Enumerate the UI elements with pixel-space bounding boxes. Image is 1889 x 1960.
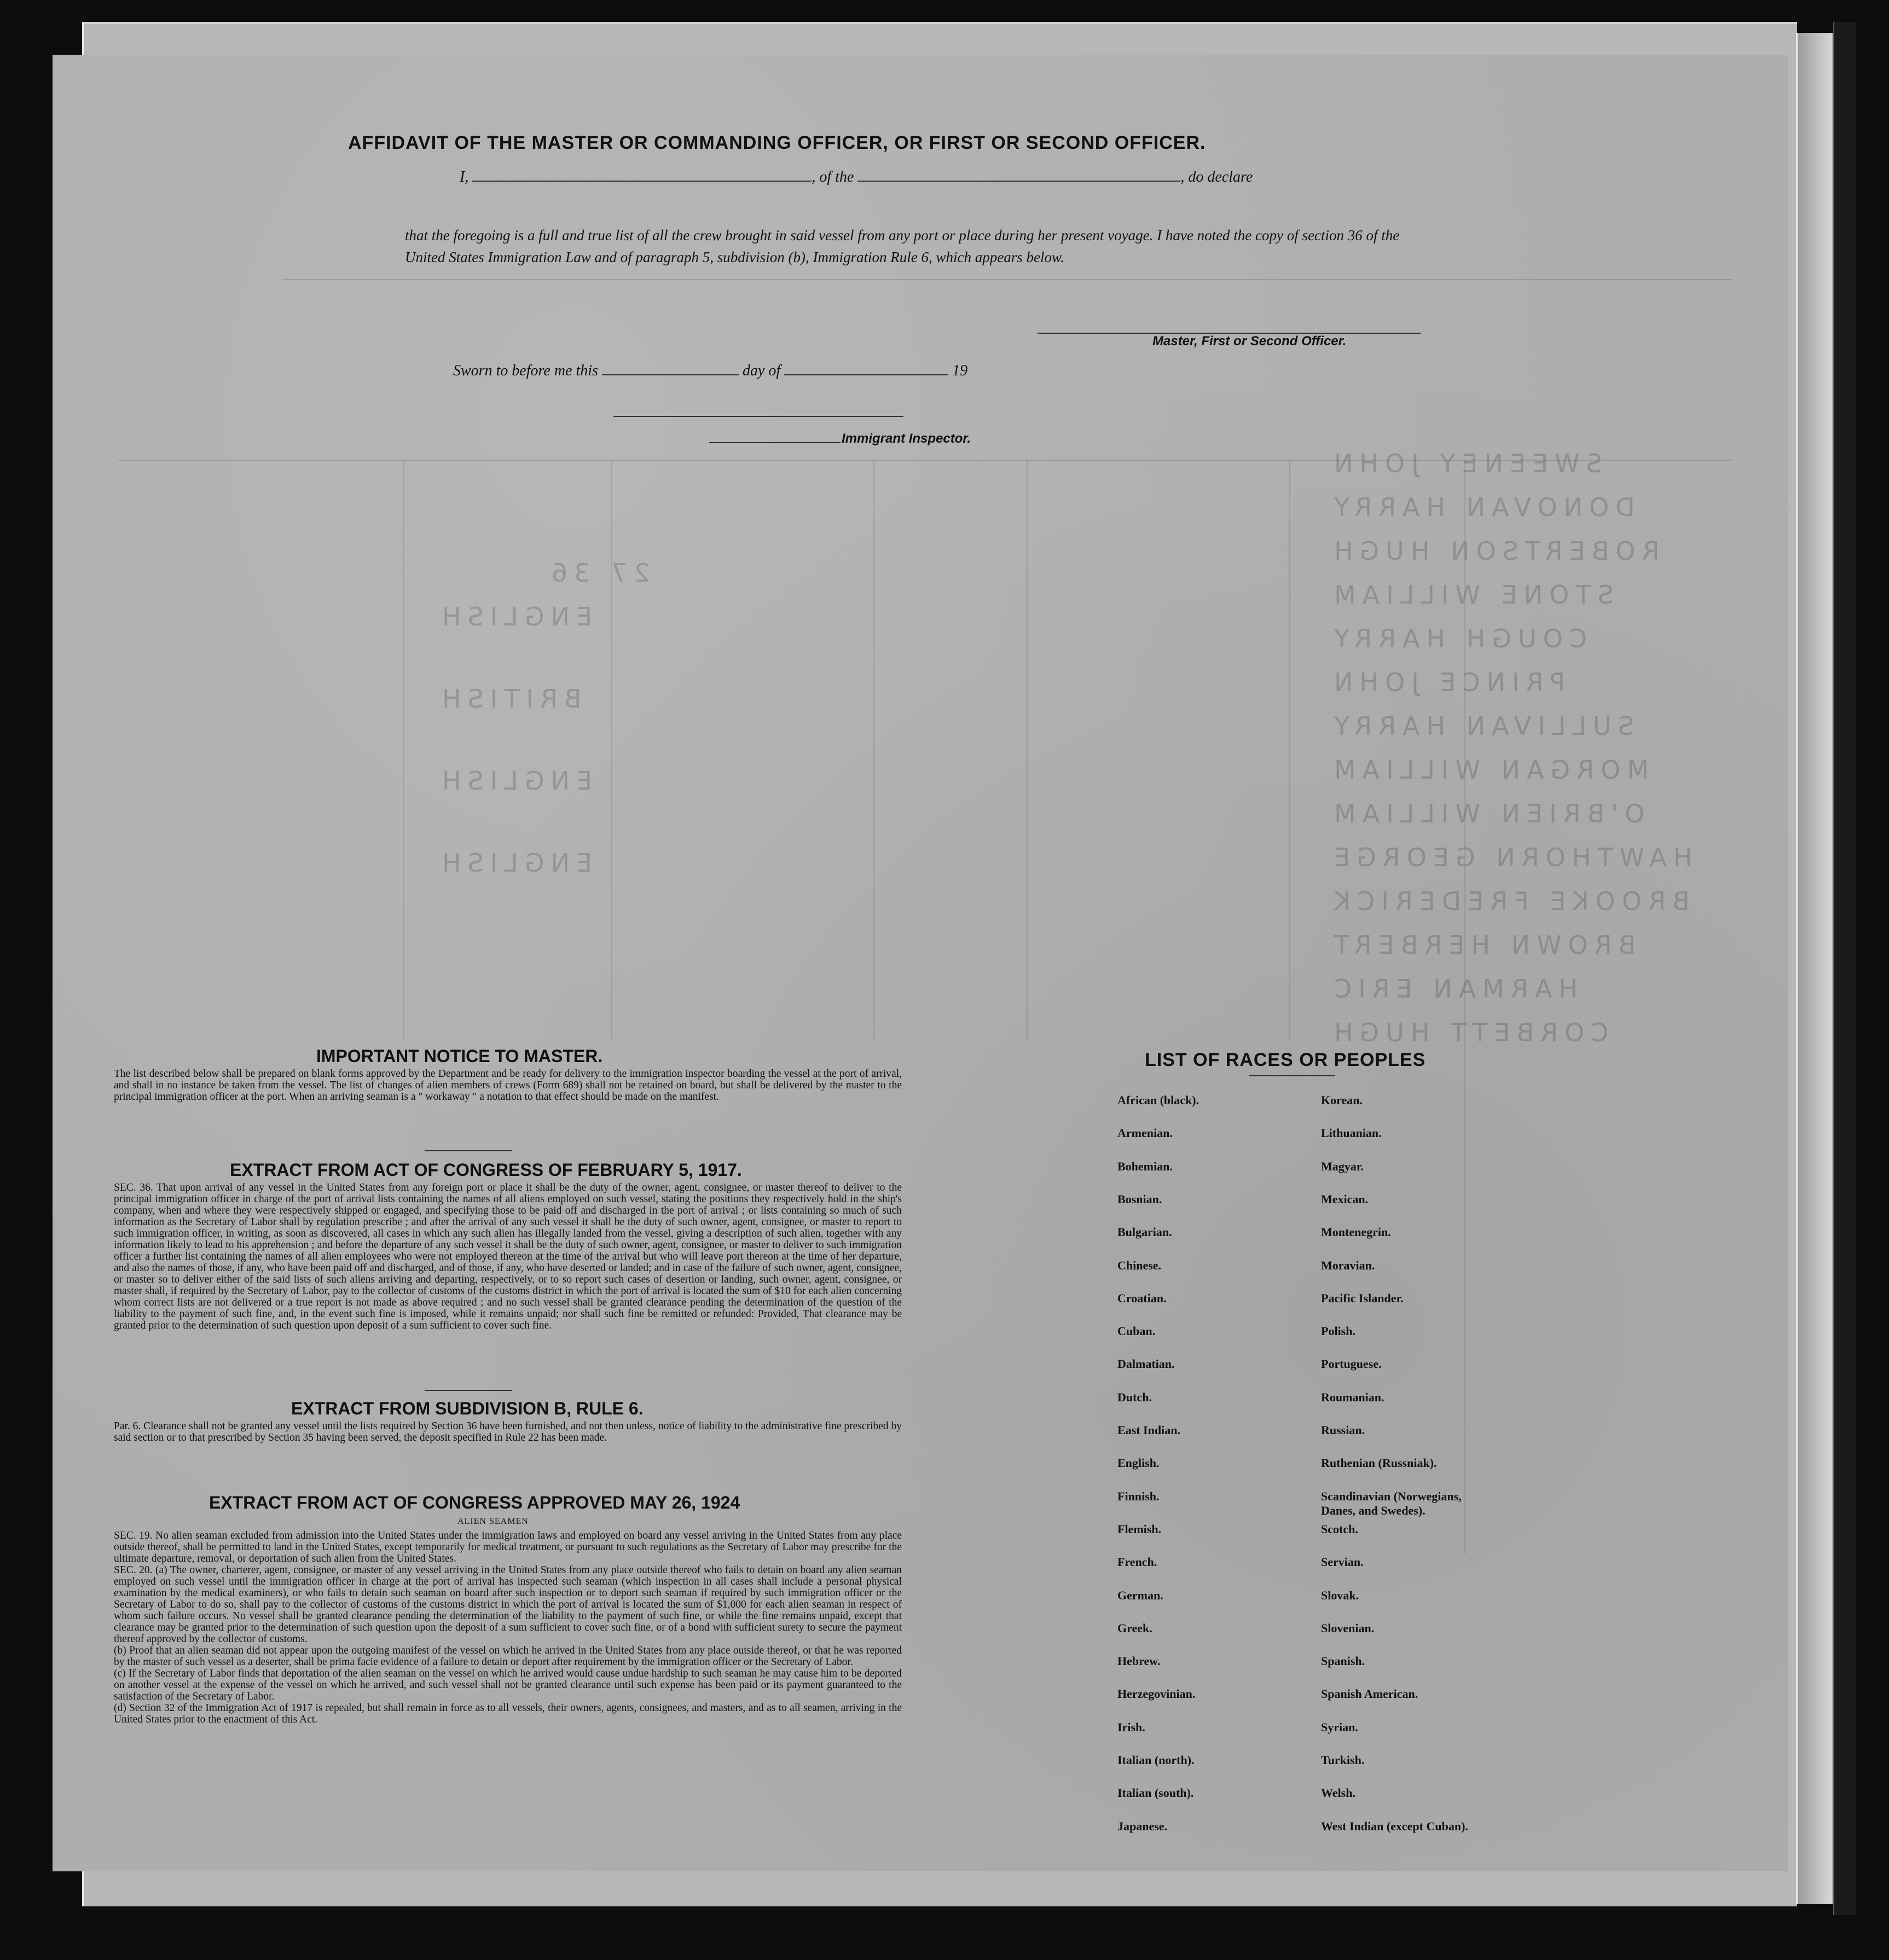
sworn-line	[453, 362, 967, 380]
extract-rule6-text: Par. 6. Clearance shall not be granted any vessel until the lists required by Section 36 have been furnished, and not then unless, notice of liability to the administrative fine prescribed by said section or to that prescribed by Section 35 having been served, the deposit specified in Rule 22 has been made.	[114, 1420, 902, 1443]
race-item: Cuban.	[1117, 1324, 1156, 1338]
officer-name-blank[interactable]	[472, 169, 812, 182]
race-item: Hebrew.	[1117, 1654, 1161, 1668]
race-item: Portuguese.	[1321, 1357, 1382, 1371]
race-item: Irish.	[1117, 1720, 1145, 1734]
sworn-prefix: Sworn to before me this	[453, 362, 598, 379]
affidavit-declare: , do declare	[1180, 169, 1253, 185]
race-item: Turkish.	[1321, 1753, 1365, 1767]
race-item: French.	[1117, 1555, 1157, 1569]
binding-edge	[1833, 22, 1856, 1915]
race-item: Scotch.	[1321, 1522, 1358, 1536]
race-item: Lithuanian.	[1321, 1126, 1382, 1140]
alien-seamen-subheading: ALIEN SEAMEN	[457, 1517, 529, 1526]
race-item: Ruthenian (Russniak).	[1321, 1456, 1437, 1470]
race-item: Croatian.	[1117, 1291, 1167, 1305]
race-item: Bohemian.	[1117, 1159, 1173, 1173]
vessel-name-blank[interactable]	[857, 169, 1180, 182]
races-heading-rule	[1249, 1075, 1335, 1076]
extract-1924-text: SEC. 19. No alien seaman excluded from admission into the United States under the immigration laws and employed on board any vessel arriving in the United States from any place outside thereof, shall be permitted to land in the United States, except temporarily for medical treatment, or pursuant to such regulations as the Secretary of Labor may prescribe for the ultimate departure, removal, or deportation of such alien from the United States. SEC. 20. (a) The owner, charterer, agent, consignee, or master of any vessel arriving in the United States from any place outside thereof who fails to detain on board any alien seaman employed on such vessel until the immigration officer in charge at the port of arrival has inspected such seaman (which inspection in all cases shall include a personal physical examination by the medical examiners), or who fails to detain such seaman on board after such inspection or to deport such seaman if required by such immigration officer or the Secretary of Labor to do so, shall pay to the collector of customs of the customs district in which the port of arrival is located the sum of $1,000 for each alien seaman in respect of whom such failure occurs. No vessel shall be granted clearance pending the determination of the liability to the payment of such fine, or while the fine remains unpaid, except that clearance may be granted prior to the determination of such question upon the deposit of a sum sufficient to cover such fine, or of a bond with sufficient surety to secure the payment thereof approved by the collector of customs. (b) Proof that an alien seaman did not appear upon the outgoing manifest of the vessel on which he arrived in the United States from any place outside thereof, or that he was reported by the master of such vessel as a deserter, shall be prima facie evidence of a failure to detain or deport after requirement by the immigration officer or the Secretary of Labor. (c) If the Secretary of Labor finds that deportation of the alien seaman on the vessel on which he arrived would cause undue hardship to such seaman he may cause him to be deported on another vessel at the expense of the vessel on which he arrived, and such vessel shall not be granted clearance until such expense has been paid or its payment guaranteed to the satisfaction of the Secretary of Labor. (d) Section 32 of the Immigration Act of 1917 is repealed, but shall remain in force as to all vessels, their owners, agents, consignees, and masters, and as to all seamen, arriving in the United States prior to the enactment of this Act.	[114, 1530, 902, 1725]
race-item: Finnish.	[1117, 1489, 1160, 1503]
race-item: African (black).	[1117, 1093, 1200, 1107]
race-item: Korean.	[1321, 1093, 1363, 1107]
race-item: Armenian.	[1117, 1126, 1173, 1140]
race-item: East Indian.	[1117, 1423, 1180, 1437]
race-item: German.	[1117, 1588, 1163, 1602]
race-item: Spanish.	[1321, 1654, 1365, 1668]
race-item: Chinese.	[1117, 1258, 1162, 1272]
race-item: Dalmatian.	[1117, 1357, 1175, 1371]
race-item: Bulgarian.	[1117, 1225, 1172, 1239]
race-item: Slovak.	[1321, 1588, 1359, 1602]
binding-strip	[1796, 33, 1833, 1904]
race-item: Moravian.	[1321, 1258, 1375, 1272]
race-item: Flemish.	[1117, 1522, 1162, 1536]
extract-1924-heading: EXTRACT FROM ACT OF CONGRESS APPROVED MAY 26, 1924	[209, 1493, 740, 1512]
race-item: Spanish American.	[1321, 1687, 1418, 1701]
race-item: Mexican.	[1321, 1192, 1369, 1206]
master-signature-label: Master, First or Second Officer.	[1152, 334, 1347, 349]
affidavit-declaration-line	[460, 169, 1253, 186]
race-item: Magyar.	[1321, 1159, 1364, 1173]
affidavit-heading: AFFIDAVIT OF THE MASTER OR COMMANDING OFFICER, OR FIRST OR SECOND OFFICER.	[348, 132, 1206, 153]
inspector-label: Immigrant Inspector.	[842, 431, 971, 446]
sworn-day-of: day of	[742, 362, 781, 379]
race-item: Montenegrin.	[1321, 1225, 1391, 1239]
sworn-year: 19	[952, 362, 968, 379]
sworn-day-blank[interactable]	[602, 362, 739, 375]
notice-heading: IMPORTANT NOTICE TO MASTER.	[316, 1046, 603, 1066]
race-item: Greek.	[1117, 1621, 1152, 1635]
races-heading: LIST OF RACES OR PEOPLES	[1145, 1049, 1426, 1070]
race-item: Italian (north).	[1117, 1753, 1195, 1767]
extract-rule6-heading: EXTRACT FROM SUBDIVISION B, RULE 6.	[291, 1399, 644, 1418]
race-item: Slovenian.	[1321, 1621, 1375, 1635]
race-item: Russian.	[1321, 1423, 1365, 1437]
race-item: Scandinavian (Norwegians, Danes, and Swedes).	[1321, 1489, 1462, 1517]
extract-1917-text: SEC. 36. That upon arrival of any vessel in the United States from any foreign port or place it shall be the duty of the owner, agent, consignee, or master thereof to deliver to the principal immigration officer in charge of the port of arrival lists containing the names of all aliens employed on such vessel, stating the positions they respectively hold in the ship's company, when and where they were respectively shipped or engaged, and specifying those to be paid off and discharged in the port of arrival ; or lists containing so much of such information as the Secretary of Labor shall by regulation prescribe ; and after the arrival of any such vessel it shall be the duty of such owner, agent, consignee, or master to report to such immigration officer, in writing, as soon as discovered, all cases in which any such alien has illegally landed from the vessel, giving a description of such alien, together with any information likely to lead to his apprehension ; and before the departure of any such vessel it shall be the duty of such owner, agent, consignee, or master to deliver to such immigration officer a further list containing the names of all alien employees who were not employed thereon at the time of the arrival but who will leave port thereon at the time of her departure, and also the names of those, if any, who have been paid off and discharged, and of those, if any, who have deserted or landed; and in case of the failure of such owner, agent, consignee, or master so to deliver either of the said lists of such aliens arriving and departing, respectively, or to so report such cases of desertion or landing, such owner, agent, consignee, or master shall, if required by the Secretary of Labor, pay to the collector of customs of the customs district in which the port of arrival is located the sum of $10 for each alien concerning whom correct lists are not delivered or a true report is not made as above required ; and no such vessel shall be granted clearance pending the determination of the question of the liability to the payment of such fine, and, in the event such fine is imposed, while it remains unpaid; nor shall such fine be remitted or refunded: Provided, That clearance may be granted prior to the determination of such question upon deposit of a sum sufficient to cover such fine.	[114, 1182, 902, 1331]
race-item: West Indian (except Cuban).	[1321, 1819, 1468, 1833]
race-item: Italian (south).	[1117, 1786, 1194, 1800]
race-item: Dutch.	[1117, 1390, 1152, 1404]
section-divider	[425, 1150, 512, 1151]
inspector-signature-line[interactable]	[709, 442, 841, 443]
affidavit-of-the: , of the	[812, 169, 854, 185]
race-item: Bosnian.	[1117, 1192, 1162, 1206]
manifest-page: SWEENEY JOHN DONOVAN HARRY ROBERTSON HUGH STONE WILLIAM COUGH HARRY PRINCE JOHN SULLIVAN HARRY MORGAN WILLIAM O'BRIEN WILLIAM HAWTHORN GEORGE BROOKE FREDERICK BROWN HERBERT HARMAN ERIC CORBETT HUGH 27 36 ENGLISH BRITISH ENGLISH ENGLISH AFFIDAVIT OF THE MASTER OR COMMANDING OFFICER, OR FIRST OR SECOND OFFICER. I, , of the , do declare that the foregoing is a full and true list of all the crew brought in said vessel from any port or place during her present voyage. I have noted the copy of section 36 of the United States Immigration Law and of paragraph 5, subdivision (b), Immigration Rule 6, which appears below. Master, First or Second Officer. Sworn to before me this day of 19 Immigrant Inspector. IMPORTANT NOTICE TO MASTER. The list described below shall be prepared on blank forms approved by the Department and be ready for delivery to the immigration inspector boarding the vessel at the port of arrival, and shall in no instance be taken from the vessel. The list of changes of alien members of crews (Form 689) shall not be retained on board, but shall be delivered by the master to the principal immigration officer at the port. When an arriving seaman is a " workaway " a notation to that effect should be made on the manifest. EXTRACT FROM ACT OF CONGRESS OF FEBRUARY 5, 1917. SEC. 36. That upon arrival of any vessel in the United States from any foreign port or place it shall be the duty of the owner, agent, consignee, or master thereof to deliver to the principal immigration officer in charge of the port of arrival lists containing the names of all aliens employed on such vessel, stating the positions they respectively hold in the ship's company, when and where they were respectively shipped or engaged, and specifying those to be paid off and discharged in the port of arrival ; or lists containing so much of such information as the Secretary of Labor shall by regulation prescribe ; and after the arrival of any such vessel it shall be the duty of such owner, agent, consignee, or master to report to such immigration officer, in writing, as soon as discovered, all cases in which any such alien has illegally landed from the vessel, giving a description of such alien, together with any information likely to lead to his apprehension ; and before the departure of any such vessel it shall be the duty of such owner, agent, consignee, or master to deliver to such immigration officer a further list containing the names of all alien employees who were not employed thereon at the time of the arrival but who will leave port thereon at the time of her departure, and also the names of those, if any, who have been paid off and discharged, and of those, if any, who have deserted or landed; and in case of the failure of such owner, agent, consignee, or master so to deliver either of the said lists of such aliens arriving and departing, respectively, or to so report such cases of desertion or landing, such owner, agent, consignee, or master shall, if required by the Secretary of Labor, pay to the collector of customs of the customs district in which the port of arrival is located the sum of $10 for each alien concerning whom correct lists are not delivered or a true report is not made as above required ; and no such vessel shall be granted clearance pending the determination of the question of the liability to the payment of such fine, and, in the event such fine is imposed, while it remains unpaid; nor shall such fine be remitted or refunded: Provided, That clearance may be granted prior to the determination of such question upon deposit of a sum sufficient to cover such fine. EXTRACT FROM SUBDIVISION B, RULE 6. Par. 6. Clearance shall not be granted any vessel until the lists required by Section 36 have been furnished, and not then unless, notice of liability to the administrative fine prescribed by said section or to that prescribed by Section 35 having been served, the deposit specified in Rule 22 has been made. EXTRACT FROM ACT OF CONGRESS APPROVED MAY 26, 1924 ALIEN SEAMEN SEC. 19. No alien seaman excluded from admission into the United States under the immigration laws and employed on board any vessel arriving in the United States from any place outside thereof, shall be permitted to land in the United States, except temporarily for medical treatment, or pursuant to such regulations as the Secretary of Labor may prescribe for the ultimate departure, removal, or deportation of such alien from the United States. SEC. 20. (a) The owner, charterer, agent, consignee, or master of any vessel arriving in the United States from any place outside thereof who fails to detain on board any alien seaman employed on such vessel until the immigration officer in charge at the port of arrival has inspected such seaman (which inspection in all cases shall include a personal physical examination by the medical examiners), or who fails to detain such seaman on board after such inspection or to deport such seaman if required by such immigration officer or the Secretary of Labor to do so, shall pay to the collector of customs of the customs district in which the port of arrival is located the sum of $1,000 for each alien seaman in respect of whom such failure occurs. No vessel shall be granted clearance pending the determination of the liability to the payment of such fine, or while the fine remains unpaid, except that clearance may be granted prior to the determination of such question upon the deposit of a sum sufficient to cover such fine, or of a bond with sufficient surety to secure the payment thereof approved by the collector of customs. (b) Proof that an alien seaman did not appear upon the outgoing manifest of the vessel on which he arrived in the United States from any place outside thereof, or that he was reported by the master of such vessel as a deserter, shall be prima facie evidence of a failure to detain or deport after requirement by the immigration officer or the Secretary of Labor. (c) If the Secretary of Labor finds that deportation of the alien seaman on the vessel on which he arrived would cause undue hardship to such seaman he may cause him to be deported on another vessel at the expense of the vessel on which he arrived, and such vessel shall not be granted clearance until such expense has been paid or its payment guaranteed to the satisfaction of the Secretary of Labor. (d) Section 32 of the Immigration Act of 1917 is repealed, but shall remain in force as to all vessels, their owners, agents, consignees, and masters, and as to all seamen, arriving in the United States prior to the enactment of this Act. LIST OF RACES OR PEOPLES African (black). Armenian. Bohemian. Bosnian. Bulgarian. Chinese. Croatian. Cuban. Dalmatian. Dutch. East Indian. English. Finnish. Flemish. French. German. Greek. Hebrew. Herzegovinian. Irish. Italian (north). Italian (south). Japanese. Korean. Lithuanian. Magyar. Mexican. Montenegrin. Moravian. Pacific Islander. Polish. Portuguese. Roumanian. Russian. Ruthenian (Russniak). Scandinavian (Norwegians, Danes, and Swedes). Scotch. Servian. Slovak. Slovenian. Spanish. Spanish American. Syrian. Turkish. Welsh. West Indian (except Cuban).	[53, 55, 1788, 1871]
race-item: Welsh.	[1321, 1786, 1355, 1800]
affidavit-i: I,	[460, 169, 469, 185]
race-item: English.	[1117, 1456, 1160, 1470]
section-divider	[425, 1390, 512, 1391]
race-item: Servian.	[1321, 1555, 1364, 1569]
race-item: Polish.	[1321, 1324, 1355, 1338]
race-item: Pacific Islander.	[1321, 1291, 1404, 1305]
race-item: Roumanian.	[1321, 1390, 1384, 1404]
extract-1917-heading: EXTRACT FROM ACT OF CONGRESS OF FEBRUARY 5, 1917.	[230, 1160, 742, 1180]
race-item: Syrian.	[1321, 1720, 1358, 1734]
sworn-month-blank[interactable]	[784, 362, 948, 375]
inspector-blank-line[interactable]	[613, 416, 903, 417]
notice-text: The list described below shall be prepared on blank forms approved by the Department and be ready for delivery to the immigration inspector boarding the vessel at the port of arrival, and shall in no instance be taken from the vessel. The list of changes of alien members of crews (Form 689) shall not be retained on board, but shall be delivered by the master to the principal immigration officer at the port. When an arriving seaman is a " workaway " a notation to that effect should be made on the manifest.	[114, 1068, 902, 1103]
affidavit-body: that the foregoing is a full and true list of all the crew brought in said vessel from any port or place during her present voyage. I have noted the copy of section 36 of the United States Immigration Law and of paragraph 5, subdivision (b), Immigration Rule 6, which appears below.	[405, 227, 1400, 265]
race-item: Japanese.	[1117, 1819, 1168, 1833]
race-item: Herzegovinian.	[1117, 1687, 1196, 1701]
